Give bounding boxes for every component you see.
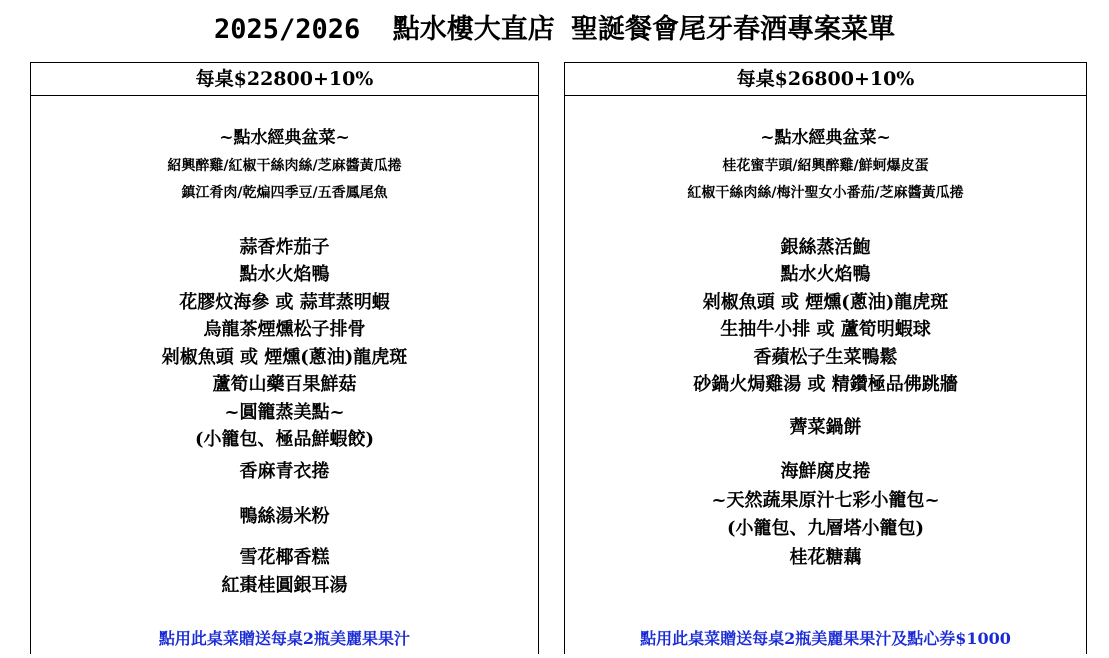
dish-item: 剁椒魚頭 或 煙燻(蔥油)龍虎斑: [702, 292, 949, 313]
dish-item: 烏龍茶煙燻松子排骨: [203, 319, 366, 340]
dish-item: 蘆筍山藥百果鮮菇: [212, 374, 357, 395]
dish-item: 薺菜鍋餅: [789, 417, 862, 438]
dish-item: 鴨絲湯米粉: [239, 506, 330, 527]
dish-item: 桂花糖藕: [789, 547, 862, 568]
dish-item: 點水火焰鴨: [239, 264, 330, 285]
dish-item: 銀絲蒸活鮑: [780, 237, 871, 258]
dish-item: 點水火焰鴨: [780, 264, 871, 285]
section-item: 紅椒干絲肉絲/梅汁聖女小番茄/芝麻醬黃瓜捲: [687, 185, 964, 201]
dish-item: (小籠包、極品鮮蝦餃): [194, 429, 375, 450]
menu-panel-26800: [564, 62, 1087, 654]
dish-item: 花膠炆海參 或 蒜茸蒸明蝦: [179, 292, 390, 313]
dish-item: 香麻青衣捲: [239, 461, 330, 482]
dish-item: ~圓籠蒸美點~: [224, 402, 345, 423]
dish-item: (小籠包、九層塔小籠包): [726, 518, 925, 539]
price-header: 每桌$22800+10%: [31, 63, 538, 96]
section-title: ~點水經典盆菜~: [760, 128, 891, 148]
menu-panel-22800: [30, 62, 539, 654]
section-item: 桂花蜜芋頭/紹興醉雞/鮮蚵爆皮蛋: [722, 158, 929, 174]
dish-item: 雪花椰香糕: [239, 547, 330, 568]
promo-note: 點用此桌菜贈送每桌2瓶美麗果果汁及點心券$1000: [640, 629, 1011, 648]
section-item: 紹興醉雞/紅椒干絲肉絲/芝麻醬黃瓜捲: [167, 158, 402, 174]
price-header: 每桌$26800+10%: [565, 63, 1086, 96]
dish-item: 生抽牛小排 或 蘆筍明蝦球: [720, 319, 931, 340]
promo-note: 點用此桌菜贈送每桌2瓶美麗果果汁: [158, 629, 411, 648]
dish-item: ~天然蔬果原汁七彩小籠包~: [711, 490, 940, 511]
dish-item: 紅棗桂圓銀耳湯: [221, 575, 348, 596]
page-title: 2025/2026 點水樓大直店 聖誕餐會尾牙春酒專案菜單: [213, 14, 896, 45]
dish-item: 剁椒魚頭 或 煙燻(蔥油)龍虎斑: [161, 347, 408, 368]
dish-item: 蒜香炸茄子: [239, 237, 330, 258]
dish-item: 香蘋松子生菜鴨鬆: [753, 347, 898, 368]
section-title: ~點水經典盆菜~: [219, 128, 350, 148]
dish-item: 海鮮腐皮捲: [780, 461, 871, 482]
dish-item: 砂鍋火焗雞湯 或 精鑽極品佛跳牆: [693, 374, 958, 395]
section-item: 鎮江肴肉/乾煸四季豆/五香鳳尾魚: [181, 185, 388, 201]
